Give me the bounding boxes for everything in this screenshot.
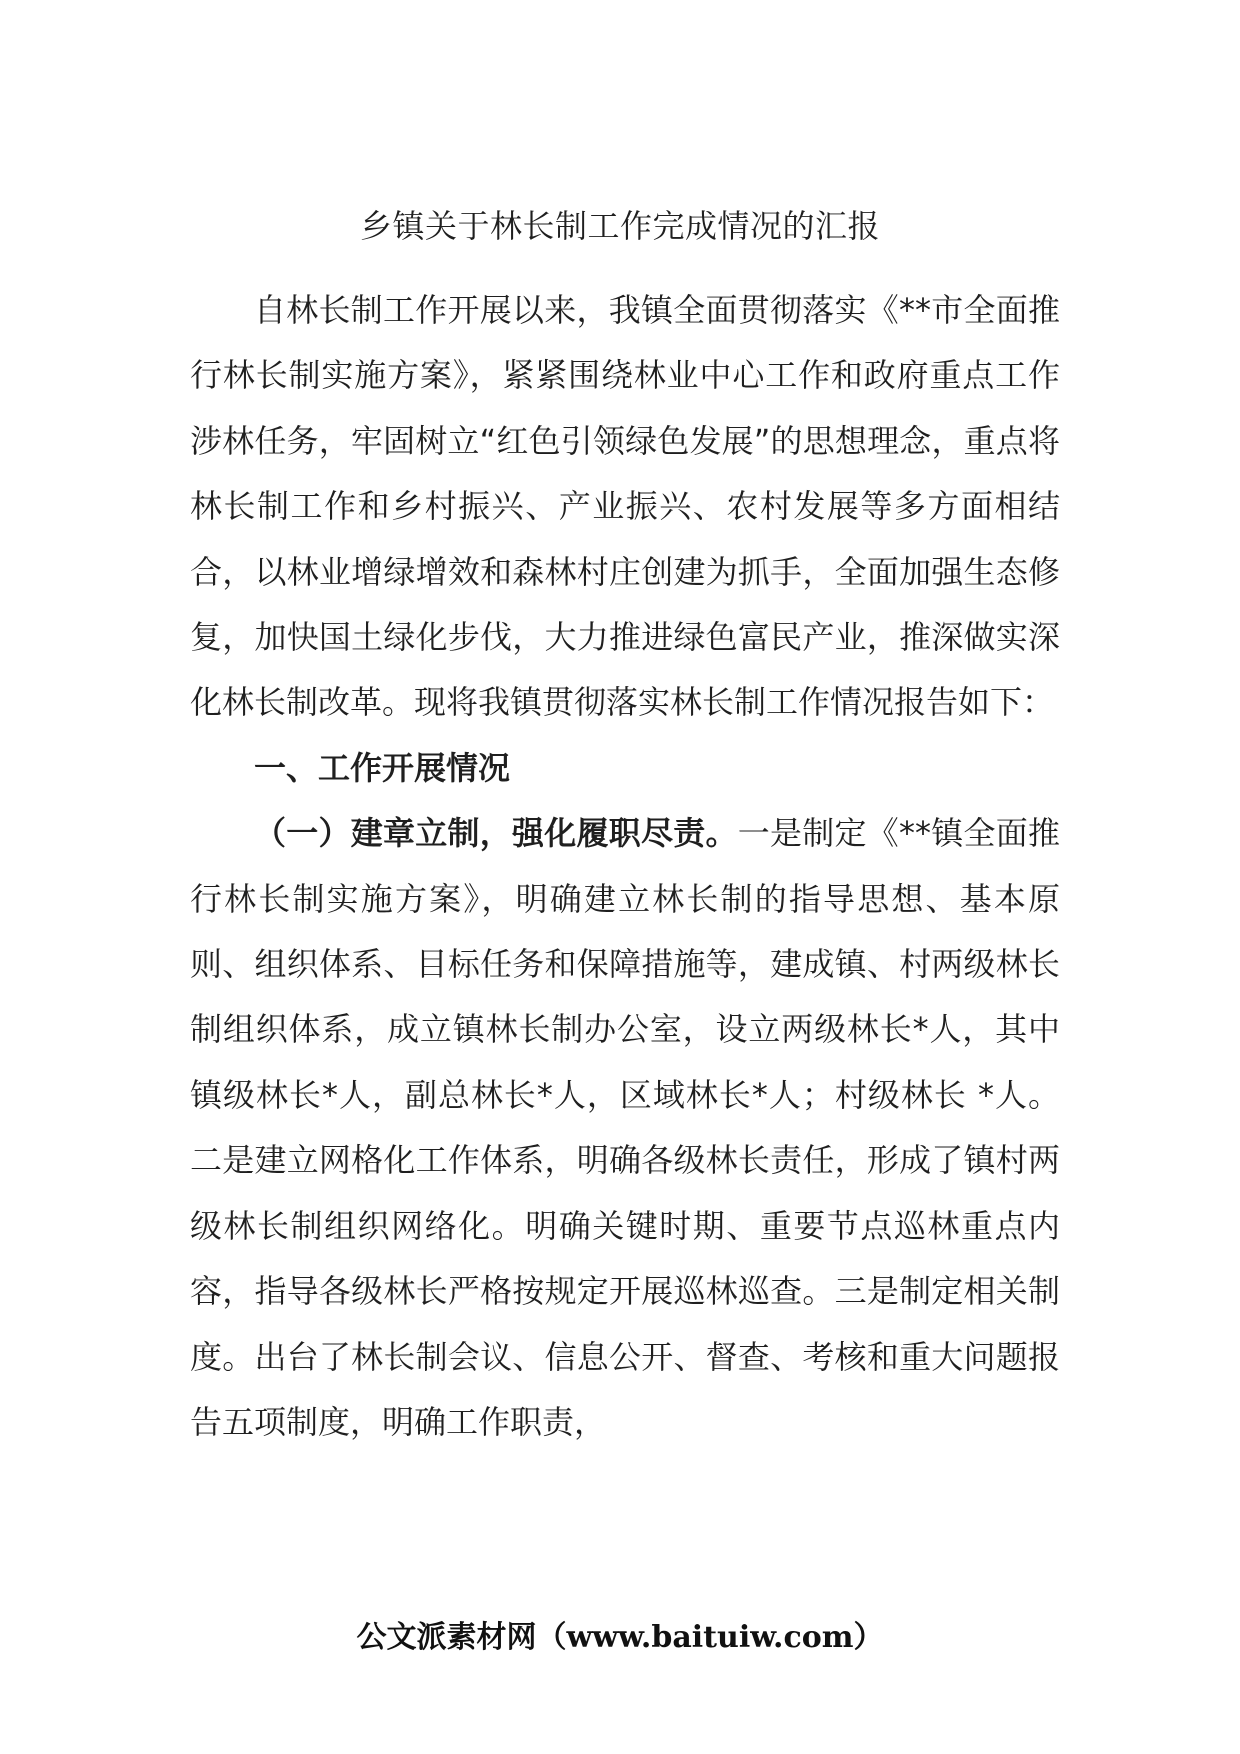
- document-title: 乡镇关于林长制工作完成情况的汇报: [359, 207, 880, 245]
- footer-watermark: 公文派素材网（www.baituiw.com）: [356, 1620, 884, 1655]
- document-body: [190, 278, 1060, 1455]
- subsection-text: 一是制定《**镇全面推行林长制实施方案》，明确建立林长制的指导思想、基本原则、组织体系、目标任务和保障措施等，建成镇、村两级林长制组织体系，成立镇林长制办公室，设立两级林长*人，其中镇级林长*人，副总林长*人，区域林长*人；村级林长 *人。二是建立网格化工作体系，明确各级林长责任，形成了镇村两级林长制组织网络化。明确关键时期、重要节点巡林重点内容，指导各级林长严格按规定开展巡林巡查。三是制定相关制度。出台了林长制会议、信息公开、督查、考核和重大问题报告五项制度，明确工作职责，: [190, 814, 1060, 1441]
- intro-paragraph: 自林长制工作开展以来，我镇全面贯彻落实《**市全面推行林长制实施方案》，紧紧围绕林业中心工作和政府重点工作涉林任务，牢固树立“红色引领绿色发展”的思想理念，重点将林长制工作和乡村振兴、产业振兴、农村发展等多方面相结合，以林业增绿增效和森林村庄创建为抓手，全面加强生态修复，加快国土绿化步伐，大力推进绿色富民产业，推深做实深化林长制改革。现将我镇贯彻落实林长制工作情况报告如下：: [190, 291, 1060, 722]
- subsection-lead: （一）建章立制，强化履职尽责。: [254, 814, 738, 853]
- subsection-paragraph: [190, 801, 1060, 1455]
- section-heading: 一、工作开展情况: [254, 748, 511, 787]
